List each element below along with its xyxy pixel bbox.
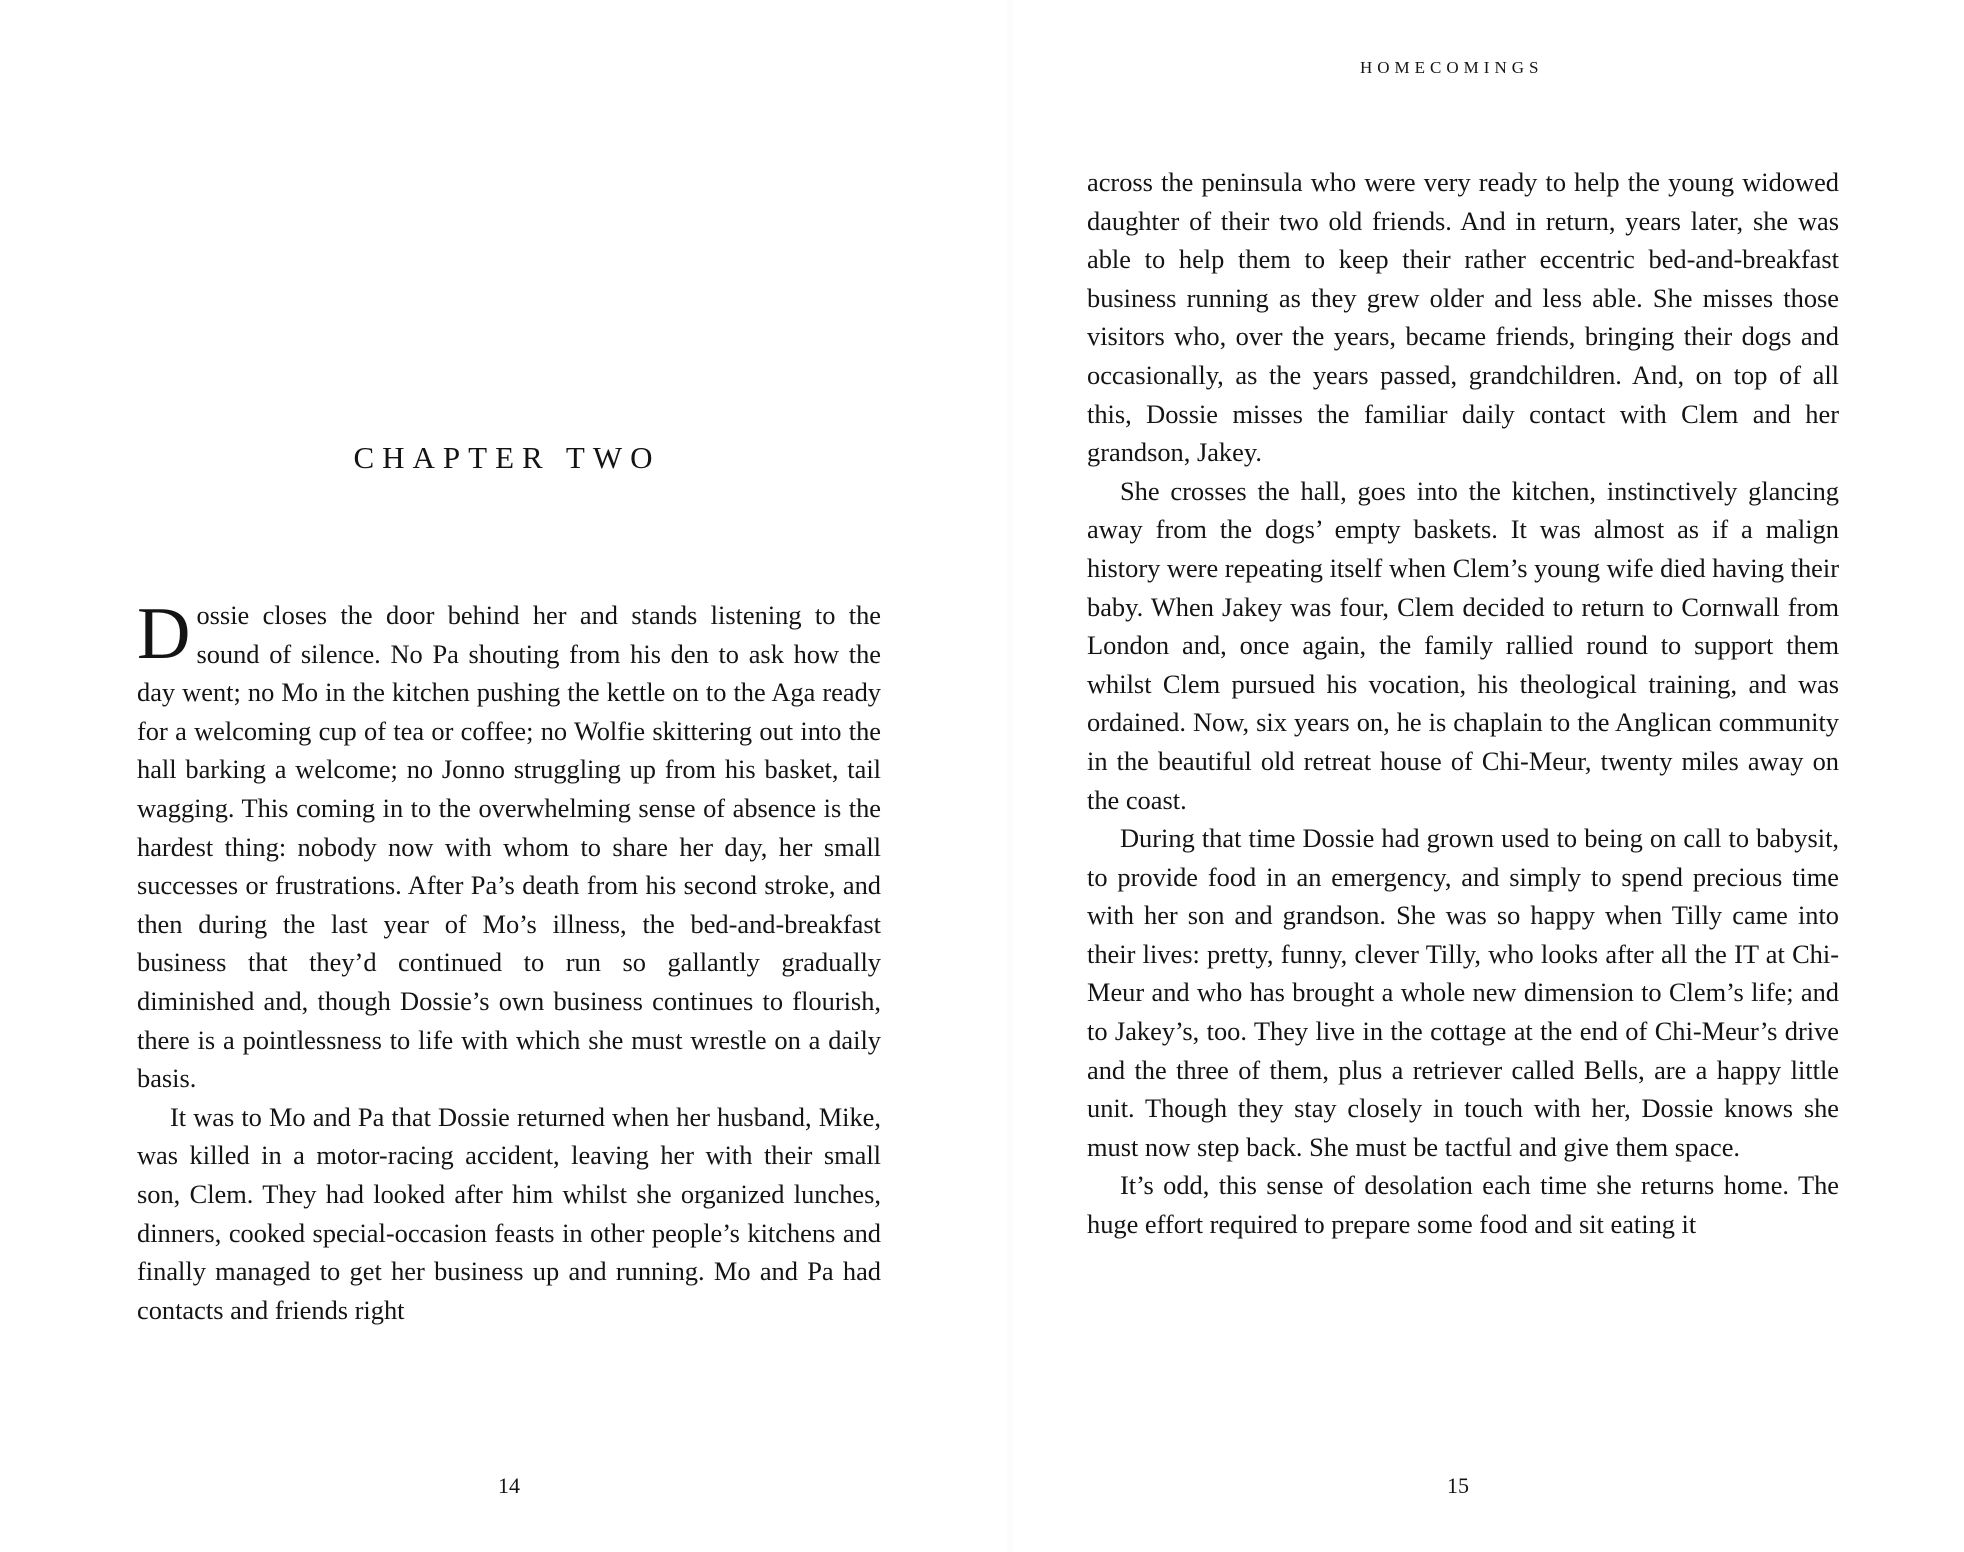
- paragraph: During that time Dossie had grown used to being on call to babysit, to provide food in an emergency, and simply to spend precious time with her son and grandson. She was so happy when Tilly came into their lives: pretty, funny, clever Tilly, who looks after all the IT at Chi-Meur and who has brought a whole new dimension to Clem’s life; and to Jakey’s, too. They live in the cottage at the end of Chi-Meur’s drive and the three of them, plus a retriever called Bells, are a happy little unit. Though they stay closely in touch with her, Dossie knows she must now step back. She must be tactful and give them space.: [1087, 823, 1839, 1162]
- opening-paragraph-text: ossie closes the door behind her and stands listening to the sound of silence. No Pa shouting from his den to ask how the day went; no Mo in the kitchen pushing the kettle on to the Aga ready for a welcoming cup of tea or coffee; no Wolfie skittering out into the hall barking a welcome; no Jonno struggling up from his basket, tail wagging. This coming in to the overwhelming sense of absence is the hardest thing: nobody now with whom to share her day, her small successes or frustrations. After Pa’s death from his second stroke, and then during the last year of Mo’s illness, the bed-and-breakfast business that they’d continued to run so gallantly gradually diminished and, though Dossie’s own business continues to flourish, there is a pointlessness to life with which she must wrestle on a daily basis.: [137, 600, 881, 1094]
- right-page-body: [1087, 163, 1839, 1244]
- paragraph: She crosses the hall, goes into the kitchen, instinctively glancing away from the dogs’ empty baskets. It was almost as if a malign history were repeating itself when Clem’s young wife died having their baby. When Jakey was four, Clem decided to return to Cornwall from London and, once again, the family rallied round to support them whilst Clem pursued his vocation, his theological training, and was ordained. Now, six years on, he is chaplain to the Anglican community in the beautiful old retreat house of Chi-Meur, twenty miles away on the coast.: [1087, 475, 1839, 815]
- opening-paragraph: [137, 593, 881, 1098]
- paragraph: It’s odd, this sense of desolation each time she returns home. The huge effort required to prepare some food and sit eating it: [1087, 1170, 1839, 1240]
- paragraph: across the peninsula who were very ready to help the young widowed daughter of their two old friends. And in return, years later, she was able to help them to keep their rather eccentric bed-and-breakfast business running as they grew older and less able. She misses those visitors who, over the years, became friends, bringing their dogs and occasionally, as the years passed, grandchildren. And, on top of all this, Dossie misses the familiar daily contact with Clem and her grandson, Jakey.: [1087, 167, 1839, 468]
- running-head: HOMECOMINGS: [1360, 58, 1544, 77]
- chapter-title: CHAPTER TWO: [353, 440, 661, 475]
- page-number-left: 14: [498, 1473, 520, 1498]
- left-page-body: [137, 593, 881, 1329]
- drop-cap: D: [137, 593, 191, 675]
- page-number-right: 15: [1447, 1473, 1469, 1498]
- paragraph: It was to Mo and Pa that Dossie returned when her husband, Mike, was killed in a motor-racing accident, leaving her with their small son, Clem. They had looked after him whilst she organized lunches, dinners, cooked special-occasion feasts in other people’s kitchens and finally managed to get her business up and running. Mo and Pa had contacts and friends right: [137, 1101, 881, 1325]
